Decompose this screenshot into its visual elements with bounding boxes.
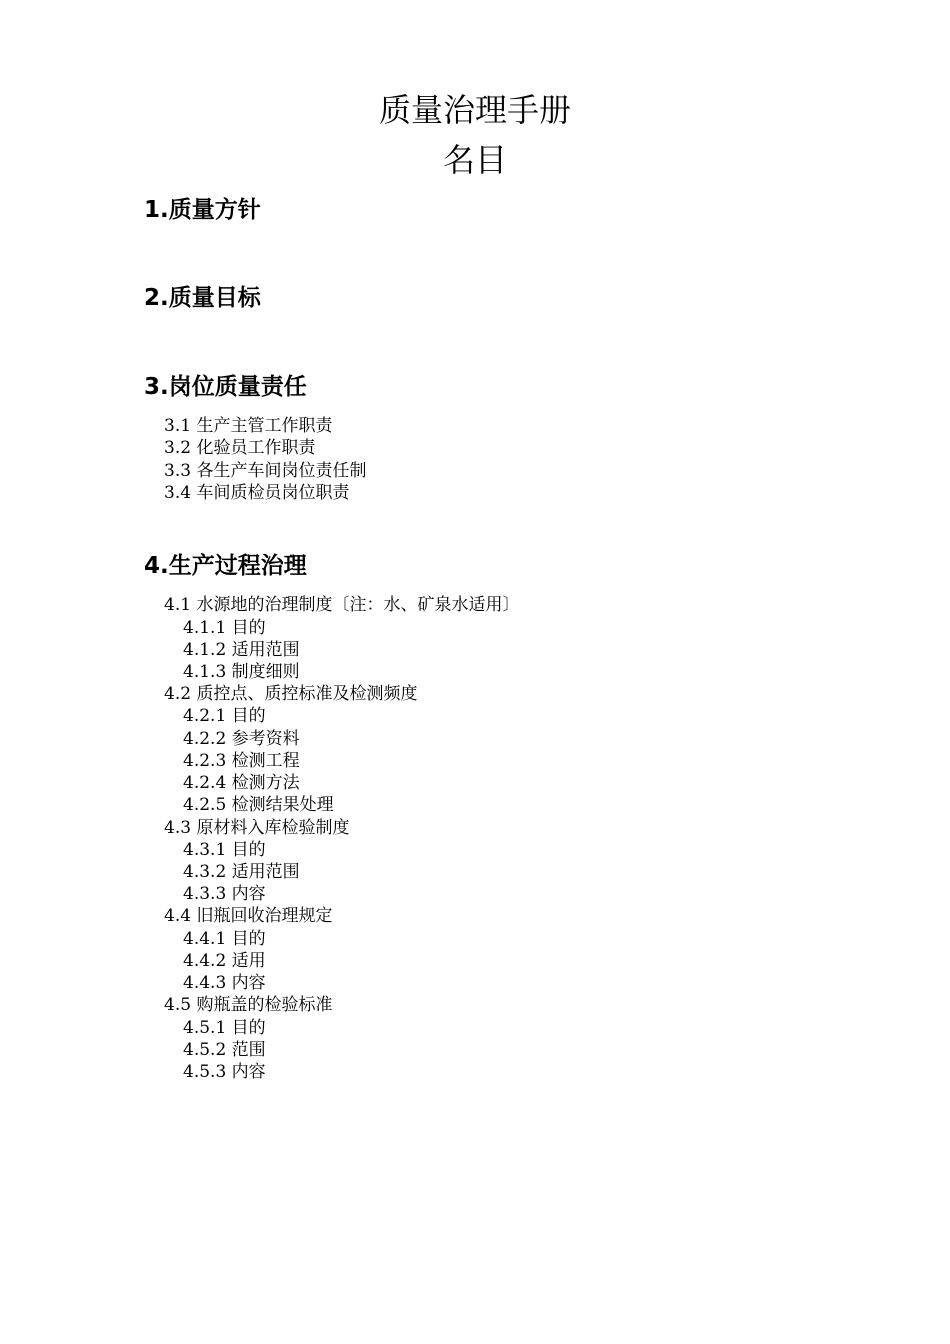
toc-item: 4.5.3 内容 <box>183 1062 266 1082</box>
toc-item: 4.2.4 检测方法 <box>183 773 300 793</box>
toc-section-4: 4.生产过程治理 <box>144 553 307 579</box>
toc-item: 4.3 原材料入库检验制度 <box>164 818 350 838</box>
toc-item: 4.4.3 内容 <box>183 973 266 993</box>
toc-item: 4.2.3 检测工程 <box>183 751 300 771</box>
toc-item: 4.1 水源地的治理制度〔注：水、矿泉水适用〕 <box>164 595 520 615</box>
toc-item: 4.3.2 适用范围 <box>183 862 300 882</box>
toc-item: 4.4.2 适用 <box>183 951 266 971</box>
toc-item: 4.5 购瓶盖的检验标准 <box>164 995 333 1015</box>
toc-item: 4.2.2 参考资料 <box>183 729 300 749</box>
toc-item: 3.4 车间质检员岗位职责 <box>164 483 350 503</box>
toc-item: 3.3 各生产车间岗位责任制 <box>164 461 367 481</box>
toc-section-1: 1.质量方针 <box>144 197 261 223</box>
toc-item: 4.4.1 目的 <box>183 929 266 949</box>
toc-item: 4.2 质控点、质控标准及检测频度 <box>164 684 418 704</box>
toc-item: 4.1.3 制度细则 <box>183 662 300 682</box>
toc-item: 4.3.3 内容 <box>183 884 266 904</box>
toc-item: 4.3.1 目的 <box>183 840 266 860</box>
toc-heading: 名目 <box>442 141 507 179</box>
toc-item: 4.2.1 目的 <box>183 706 266 726</box>
toc-item: 4.1.1 目的 <box>183 618 266 638</box>
toc-item: 4.2.5 检测结果处理 <box>183 795 334 815</box>
toc-section-3: 3.岗位质量责任 <box>144 374 307 400</box>
toc-item: 4.5.1 目的 <box>183 1018 266 1038</box>
toc-item: 3.1 生产主管工作职责 <box>164 416 333 436</box>
toc-item: 3.2 化验员工作职责 <box>164 438 316 458</box>
document-title: 质量治理手册 <box>378 91 571 129</box>
toc-item: 4.4 旧瓶回收治理规定 <box>164 906 333 926</box>
toc-item: 4.1.2 适用范围 <box>183 640 300 660</box>
toc-item: 4.5.2 范围 <box>183 1040 266 1060</box>
toc-section-2: 2.质量目标 <box>144 285 261 311</box>
